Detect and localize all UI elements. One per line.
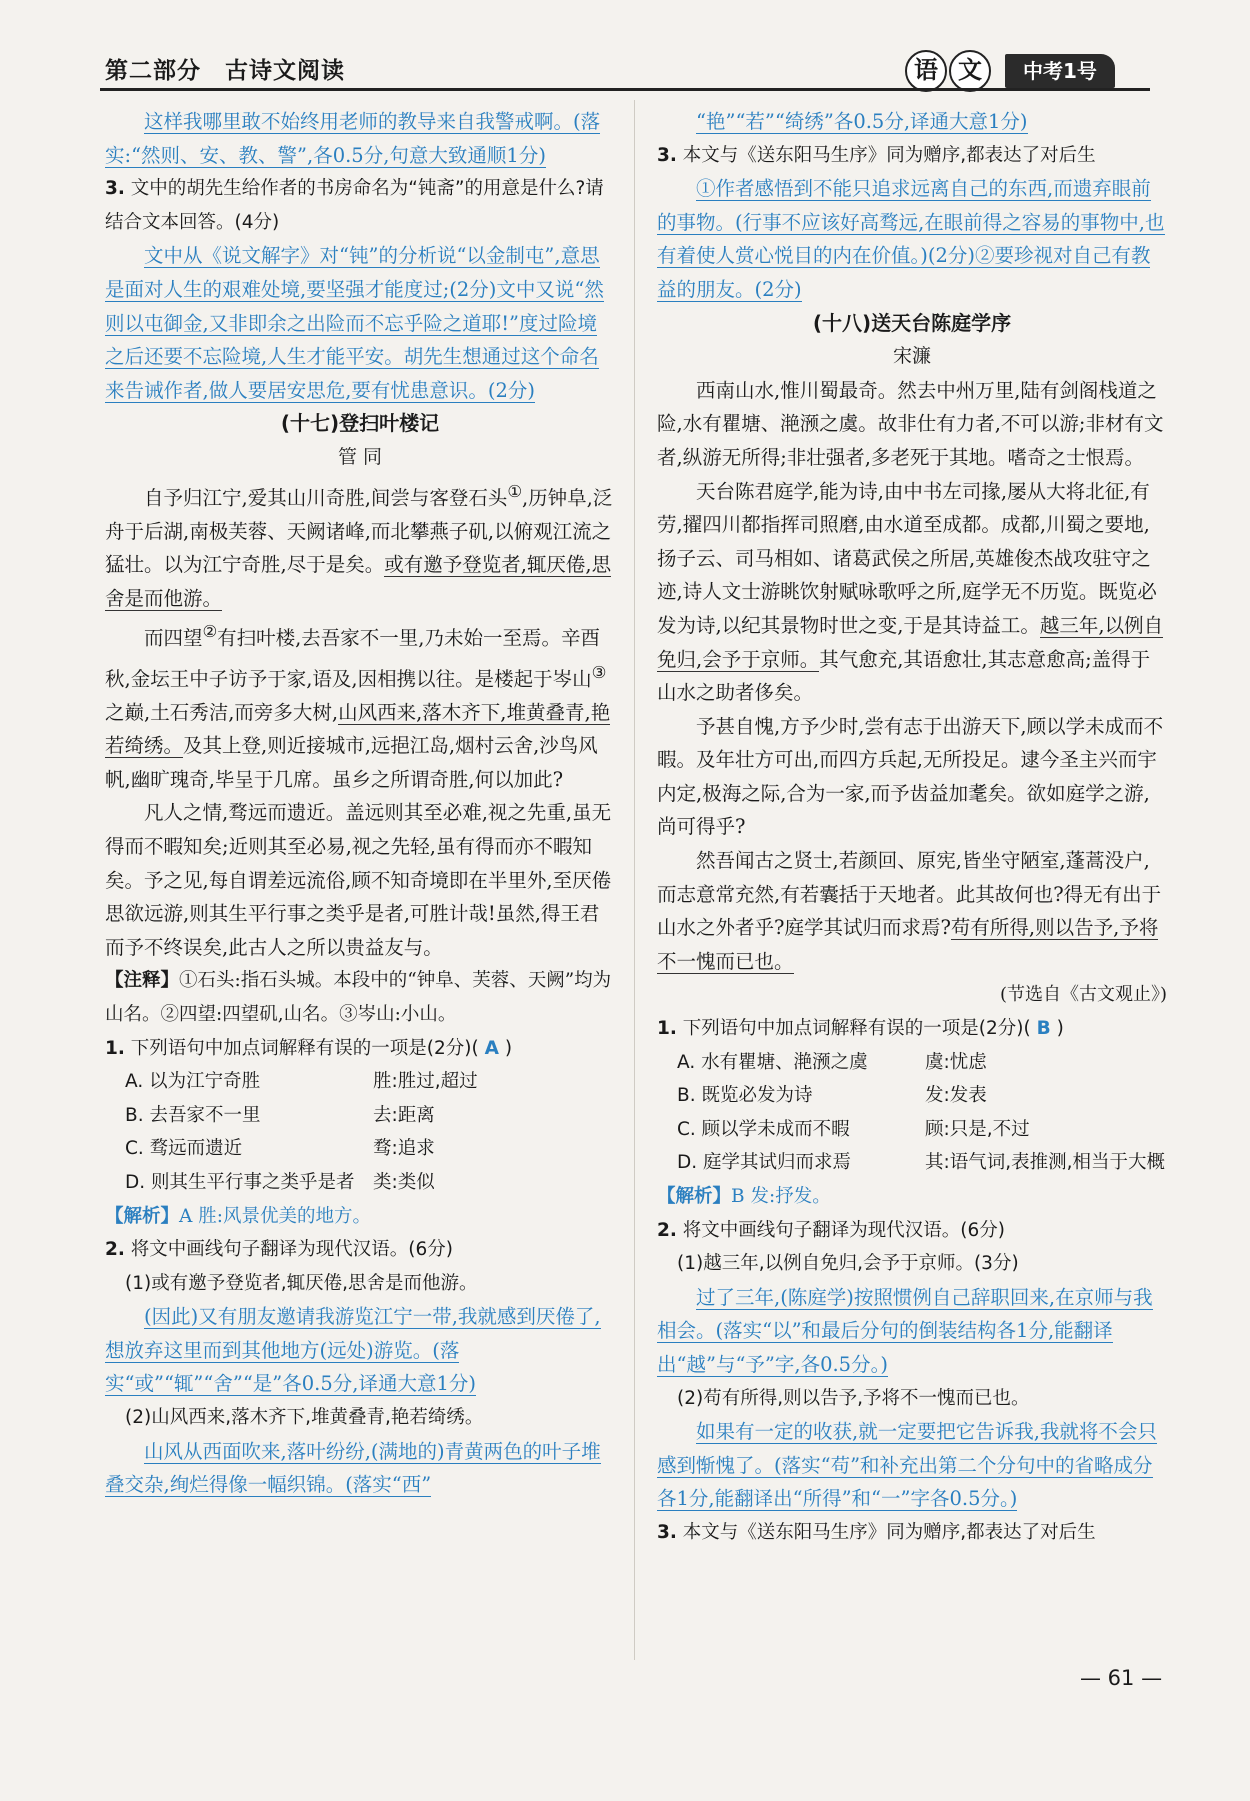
underlined-sentence-2: 苟有所得,则以告予,予将不一愧而已也。 bbox=[657, 916, 1159, 973]
option-row: B. 去吾家不一里 去:距离 bbox=[125, 1104, 435, 1126]
question-1: 1. 下列语句中加点词解释有误的一项是(2分)( A ) bbox=[105, 1037, 513, 1059]
page-header bbox=[0, 0, 1250, 100]
subject-badge-1: 语 bbox=[905, 50, 947, 92]
underlined-sentence-1: 越三年,以例自免归,会予于京师。 bbox=[657, 613, 1164, 671]
question-3: 3. 本文与《送东阳马生序》同为赠序,都表达了对后生 bbox=[657, 144, 1096, 166]
text-17-title: (十七)登扫叶楼记 bbox=[280, 411, 440, 436]
question-2-part-1-answer: 过了三年,(陈庭学)按照惯例自己辞职回来,在京师与我相会。(落实“以”和最后分句的倒装结构各1分,能翻译出“越”与“予”字,各0.5分。) bbox=[657, 1285, 1153, 1376]
question-1-options bbox=[105, 1065, 615, 1199]
option-row: C. 骛远而遗近 骛:追求 bbox=[125, 1138, 435, 1160]
question-2-part-1-answer: (因此)又有朋友邀请我游览江宁一带,我就感到厌倦了,想放弃这里而到其他地方(远处)游览。(落实“或”“辄”“舍”“是”各0.5分,译通大意1分) bbox=[105, 1305, 601, 1396]
underlined-sentence-2: 山风西来,落木齐下,堆黄叠青,艳若绮绣。 bbox=[105, 700, 611, 758]
question-2-part-2-answer: 如果有一定的收获,就一定要把它告诉我,我就将不会只感到惭愧了。(落实“苟”和补充出第二个分句中的省略成分各1分,能翻译出“所得”和“一”字各0.5分。) bbox=[657, 1420, 1157, 1511]
text-18-paragraph-1: 西南山水,惟川蜀最奇。然去中州万里,陆有剑阁栈道之险,水有瞿塘、滟滪之虞。故非仕有力者,不可以游;非材有文者,纵游无所得;非壮强者,多老死于其地。嗜奇之士恨焉。 bbox=[657, 378, 1164, 469]
brand-tag: 中考1号 bbox=[1005, 54, 1115, 88]
text-17-paragraph-1: 自予归江宁,爱其山川奇胜,间尝与客登石头①,历钟阜,泛舟于后湖,南极芙蓉、天阙诸峰,而北攀燕子矶,以俯观江流之猛壮。以为江宁奇胜,尽于是矣。或有邀予登览者,辄厌倦,思舍是而他游。 bbox=[105, 481, 613, 610]
text-18-author: 宋濂 bbox=[892, 345, 931, 368]
text-17-author: 管 同 bbox=[337, 445, 383, 468]
option-row: C. 顾以学未成而不暇 顾:只是,不过 bbox=[677, 1118, 1030, 1140]
text-18-paragraph-2: 天台陈君庭学,能为诗,由中书左司掾,屡从大将北征,有劳,擢四川都指挥司照磨,由水道至成都。成都,川蜀之要地,扬子云、司马相如、诸葛武侯之所居,英雄俊杰战攻驻守之迹,诗人文士游眺饮射赋咏歌呼之所,庭学无不历览。既览必发为诗,以纪其景物时世之变,于是其诗益工。越三年,以例自免归,会予于京师。其气愈充,其语愈壮,其志意愈高;盖得于山水之助者侈矣。 bbox=[657, 479, 1164, 705]
underlined-sentence-1: 或有邀予登览者,辄厌倦,思舍是而他游。 bbox=[105, 553, 612, 610]
option-row: B. 既览必发为诗 发:发表 bbox=[677, 1085, 987, 1107]
option-row: D. 则其生平行事之类乎是者 类:类似 bbox=[125, 1171, 435, 1193]
text-17-paragraph-3: 凡人之情,骛远而遗近。盖远则其至必难,视之先重,虽无得而不暇知矣;近则其至必易,视之先轻,虽有得而亦不暇知矣。予之见,每自谓差远流俗,顾不知奇境即在半里外,至厌倦思欲远游,则其生平行事之类乎是者,可胜计哉!虽然,得王君而予不终误矣,此古人之所以贵益友与。 bbox=[105, 801, 612, 959]
page-number: — 61 — bbox=[1080, 1666, 1163, 1690]
question-3-answer: ①作者感悟到不能只追求远离自己的东西,而遗弃眼前的事物。(行事不应该好高骛远,在眼前得之容易的事物中,也有着使人赏心悦目的内在价值。)(2分)②要珍视对自己有教益的朋友。(2分) bbox=[657, 177, 1165, 301]
question-1-answer: A bbox=[484, 1037, 499, 1059]
section-title: 第二部分 古诗文阅读 bbox=[105, 58, 345, 84]
text-18-source: (节选自《古文观止》) bbox=[999, 984, 1167, 1006]
question-2-part-2: (2)苟有所得,则以告予,予将不一愧而已也。 bbox=[677, 1387, 1030, 1409]
text-18-paragraph-3: 予甚自愧,方予少时,尝有志于出游天下,顾以学未成而不暇。及年壮方可出,而四方兵起,无所投足。逮今圣主兴而宇内定,极海之际,合为一家,而予齿益加耄矣。欲如庭学之游,尚可得乎? bbox=[657, 714, 1164, 839]
question-1-options bbox=[657, 1046, 1167, 1180]
question-2-part-1: (1)越三年,以例自免归,会予于京师。(3分) bbox=[677, 1253, 1019, 1275]
question-2: 2. 将文中画线句子翻译为现代汉语。(6分) bbox=[657, 1219, 1006, 1241]
right-column bbox=[657, 105, 1167, 1550]
question-1-answer: B bbox=[1036, 1018, 1051, 1040]
question-1: 1. 下列语句中加点词解释有误的一项是(2分)( B ) bbox=[657, 1018, 1064, 1040]
question-2-part-1: (1)或有邀予登览者,辄厌倦,思舍是而他游。 bbox=[125, 1272, 478, 1294]
question-2: 2. 将文中画线句子翻译为现代汉语。(6分) bbox=[105, 1239, 454, 1261]
question-3: 3. 文中的胡先生给作者的书房命名为“钝斋”的用意是什么?请结合文本回答。(4分) bbox=[105, 178, 604, 233]
question-1-explanation: 【解析】A 胜:风景优美的地方。 bbox=[105, 1205, 371, 1227]
continued-answer: “艳”“若”“绮绣”各0.5分,译通大意1分) bbox=[696, 110, 1028, 133]
question-1-explanation: 【解析】B 发:抒发。 bbox=[657, 1186, 831, 1207]
question-2-part-2: (2)山风西来,落木齐下,堆黄叠青,艳若绮绣。 bbox=[125, 1407, 484, 1429]
option-row: A. 以为江宁奇胜 胜:胜过,超过 bbox=[125, 1071, 478, 1093]
column-divider bbox=[634, 100, 635, 1660]
brand-logo bbox=[905, 50, 1115, 92]
annotation-note: 【注释】①石头:指石头城。本段中的“钟阜、芙蓉、天阙”均为山名。②四望:四望矶,山名。③岑山:小山。 bbox=[105, 970, 612, 1025]
subject-badge-2: 文 bbox=[949, 50, 991, 92]
option-row: D. 庭学其试归而求焉 其:语气词,表推测,相当于大概 bbox=[677, 1152, 1165, 1174]
header-rule bbox=[100, 88, 1150, 91]
question-3-answer: 文中从《说文解字》对“钝”的分析说“以金制屯”,意思是面对人生的艰难处境,要坚强才能度过;(2分)文中又说“然则以屯御金,又非即余之出险而不忘乎险之道耶!”度过险境之后还要不忘险境,人生才能平安。胡先生想通过这个命名来告诫作者,做人要居安思危,要有忧患意识。(2分) bbox=[105, 244, 604, 402]
text-18-paragraph-4: 然吾闻古之贤士,若颜回、原宪,皆坐守陋室,蓬蒿没户,而志意常充然,有若囊括于天地者。此其故何也?得无有出于山水之外者乎?庭学其试归而求焉?苟有所得,则以告予,予将不一愧而已也。 bbox=[657, 849, 1162, 973]
previous-answer: 这样我哪里敢不始终用老师的教导来自我警戒啊。(落实:“然则、安、教、警”,各0.5分,句意大致通顺1分) bbox=[105, 110, 601, 167]
left-column bbox=[105, 105, 615, 1502]
option-row: A. 水有瞿塘、滟滪之虞 虞:忧虑 bbox=[677, 1051, 987, 1073]
question-3b: 3. 本文与《送东阳马生序》同为赠序,都表达了对后生 bbox=[657, 1521, 1096, 1543]
question-2-part-2-answer: 山风从西面吹来,落叶纷纷,(满地的)青黄两色的叶子堆叠交杂,绚烂得像一幅织锦。(落实“西” bbox=[105, 1439, 601, 1497]
text-17-paragraph-2: 而四望②有扫叶楼,去吾家不一里,乃未始一至焉。辛酉秋,金坛王中子访予于家,语及,因相携以往。是楼起于岑山③之巅,土石秀洁,而旁多大树,山风西来,落木齐下,堆黄叠青,艳若绮绣。及其上登,则近接城市,远挹江岛,烟村云舍,沙鸟风帆,幽旷瑰奇,毕呈于几席。虽乡之所谓奇胜,何以加此? bbox=[105, 622, 611, 791]
text-18-title: (十八)送天台陈庭学序 bbox=[812, 310, 1012, 335]
